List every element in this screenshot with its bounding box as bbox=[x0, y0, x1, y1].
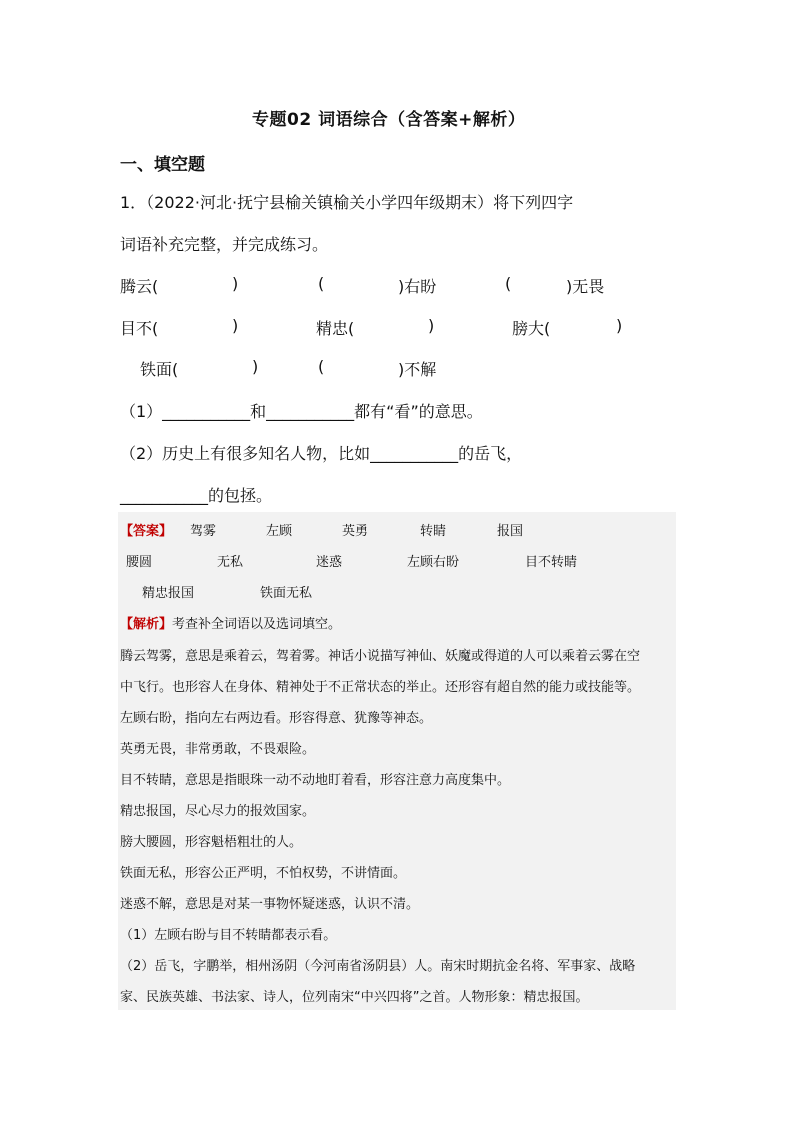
analysis-tag: 【解析】 bbox=[120, 617, 173, 632]
idiom-blank-7-end: ) bbox=[252, 357, 259, 376]
sub-question-2-line2: ___________的包拯。 bbox=[120, 486, 273, 505]
answer-item: 无私 bbox=[217, 555, 244, 570]
analysis-line: 腾云驾雾，意思是乘着云，驾着雾。神话小说描写神仙、妖魔或得道的人可以乘着云雾在空 bbox=[120, 649, 641, 664]
answer-item: 英勇 bbox=[342, 524, 369, 539]
analysis-line: 中飞行。也形容人在身体、精神处于不正常状态的举止。还形容有超自然的能力或技能等。 bbox=[120, 680, 641, 695]
analysis-line: （1）左顾右盼与目不转睛都表示看。 bbox=[120, 928, 337, 943]
idiom-blank-6-start: 膀大( bbox=[512, 319, 551, 338]
idiom-blank-2-start: ( bbox=[318, 274, 325, 293]
idiom-blank-3-end: )无畏 bbox=[566, 277, 605, 296]
answer-tag: 【答案】 bbox=[120, 524, 173, 539]
idiom-blank-4-start: 目不( bbox=[120, 319, 159, 338]
sub-question-2-line1: （2）历史上有很多知名人物，比如___________的岳飞， bbox=[120, 444, 523, 463]
question-stem-line2: 词语补充完整，并完成练习。 bbox=[120, 235, 329, 254]
answer-item: 铁面无私 bbox=[260, 586, 313, 601]
section-heading: 一、填空题 bbox=[120, 155, 205, 175]
answer-item: 腰圆 bbox=[126, 555, 153, 570]
idiom-blank-7-start: 铁面( bbox=[140, 360, 179, 379]
analysis-line: 目不转睛，意思是指眼珠一动不动地盯着看，形容注意力高度集中。 bbox=[120, 773, 511, 788]
analysis-heading bbox=[120, 613, 341, 632]
answer-item: 报国 bbox=[497, 524, 524, 539]
idiom-blank-3-start: ( bbox=[505, 274, 512, 293]
question-stem-line1: 1．（2022·河北·抚宁县榆关镇榆关小学四年级期末）将下列四字 bbox=[120, 193, 574, 212]
answer-item: 目不转睛 bbox=[525, 555, 578, 570]
idiom-blank-5-end: ) bbox=[428, 316, 435, 335]
idiom-blank-1-start: 腾云( bbox=[120, 277, 159, 296]
analysis-line: 精忠报国，尽心尽力的报效国家。 bbox=[120, 804, 316, 819]
page-title: 专题02 词语综合（含答案+解析） bbox=[252, 110, 526, 130]
analysis-line: 迷惑不解，意思是对某一事物怀疑迷惑，认识不清。 bbox=[120, 897, 420, 912]
answer-item: 左顾 bbox=[266, 524, 293, 539]
idiom-blank-8-start: ( bbox=[318, 357, 325, 376]
answer-item: 迷惑 bbox=[316, 555, 343, 570]
idiom-blank-8-end: )不解 bbox=[398, 360, 437, 379]
analysis-line: 左顾右盼，指向左右两边看。形容得意、犹豫等神态。 bbox=[120, 711, 433, 726]
answer-item: 驾雾 bbox=[190, 524, 217, 539]
idiom-blank-5-start: 精忠( bbox=[316, 319, 355, 338]
idiom-blank-4-end: ) bbox=[232, 316, 239, 335]
answer-item: 左顾右盼 bbox=[407, 555, 460, 570]
answer-item: 精忠报国 bbox=[142, 586, 195, 601]
idiom-blank-2-end: )右盼 bbox=[398, 277, 437, 296]
analysis-line: （2）岳飞，字鹏举，相州汤阴（今河南省汤阴县）人。南宋时期抗金名将、军事家、战略 bbox=[120, 959, 636, 974]
analysis-line: 英勇无畏，非常勇敢，不畏艰险。 bbox=[120, 742, 316, 757]
answer-item: 转睛 bbox=[420, 524, 447, 539]
sub-question-1: （1）___________和___________都有“看”的意思。 bbox=[120, 402, 483, 421]
analysis-line: 铁面无私，形容公正严明，不怕权势，不讲情面。 bbox=[120, 866, 407, 881]
analysis-line: 家、民族英雄、书法家、诗人，位列南宋“中兴四将”之首。人物形象：精忠报国。 bbox=[120, 990, 589, 1005]
idiom-blank-6-end: ) bbox=[616, 316, 623, 335]
idiom-blank-1-end: ) bbox=[232, 274, 239, 293]
analysis-intro: 考查补全词语以及选词填空。 bbox=[172, 617, 342, 632]
analysis-line: 膀大腰圆，形容魁梧粗壮的人。 bbox=[120, 835, 303, 850]
